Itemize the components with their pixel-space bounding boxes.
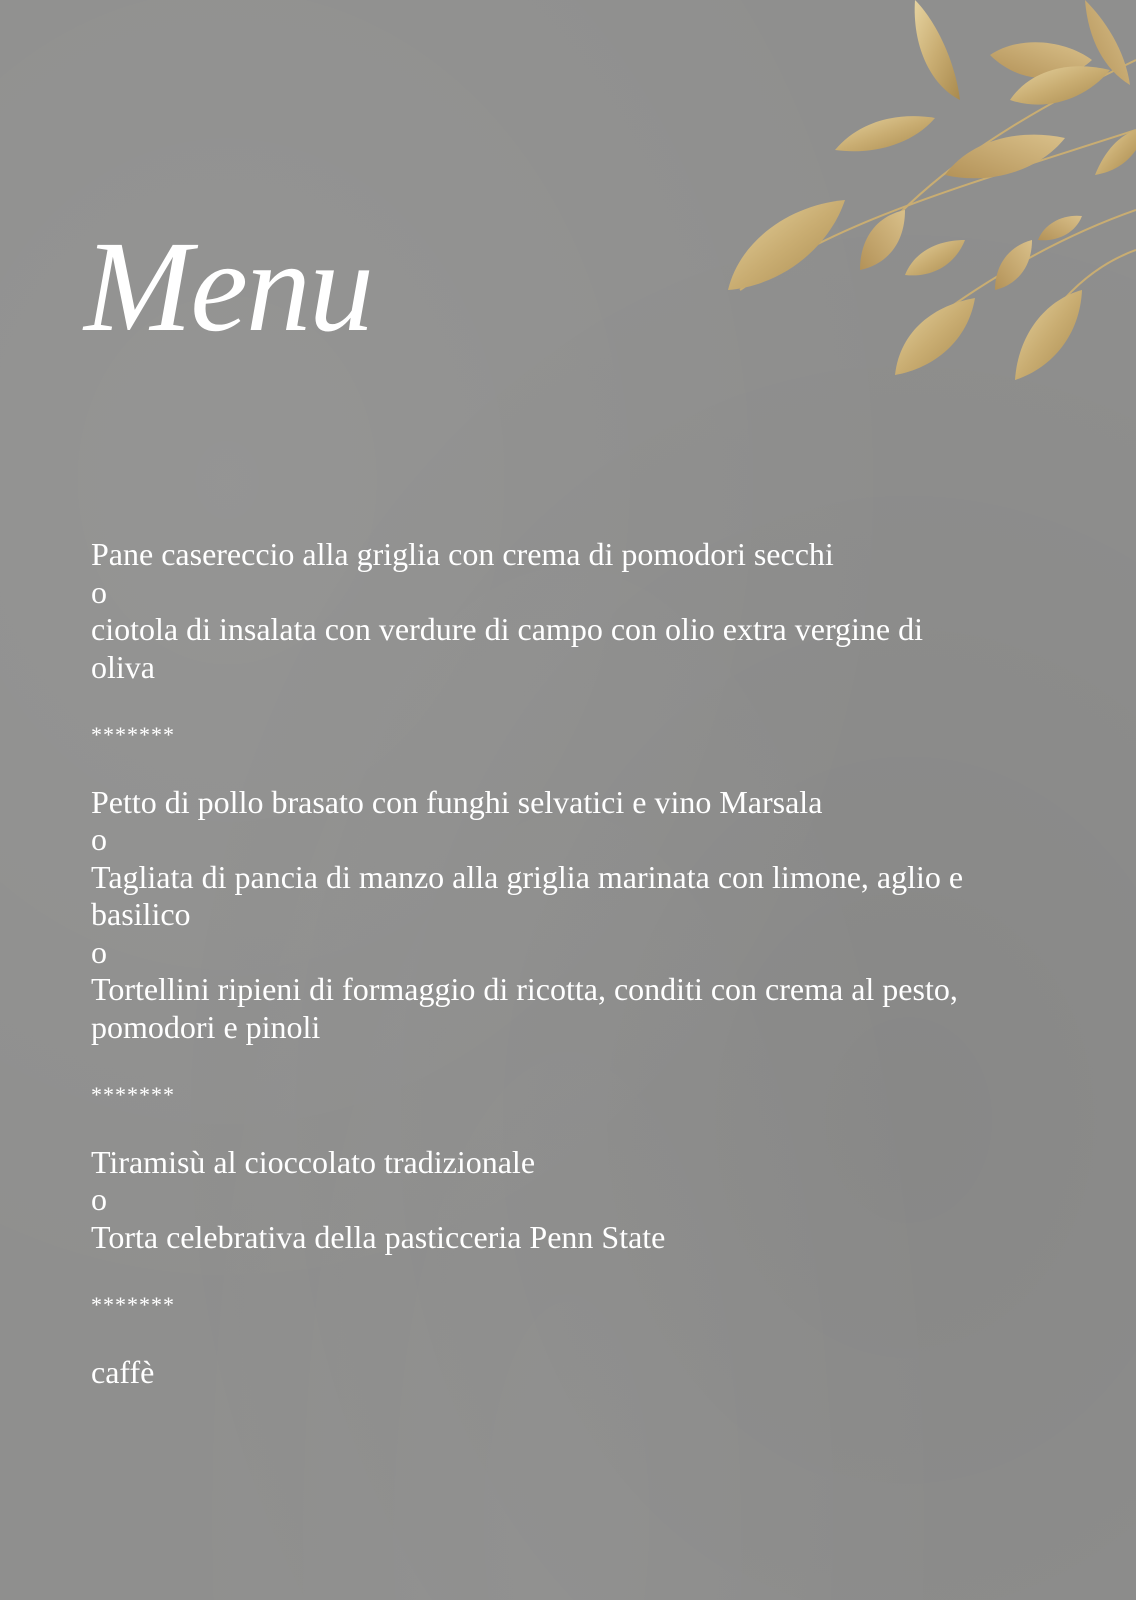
menu-item-continued: oliva (91, 648, 155, 685)
menu-item: Tortellini ripieni di formaggio di ricotta, conditi con crema al pesto, (91, 971, 958, 1007)
menu-or: o (91, 573, 107, 610)
menu-item: Tiramisù al cioccolato tradizionale (91, 1143, 536, 1180)
menu-item: caffè (91, 1353, 155, 1390)
menu-section-mains (91, 784, 1091, 1047)
menu-title: Menu (84, 215, 372, 359)
menu-separator: ******* (91, 1082, 175, 1107)
menu-or: o (91, 933, 107, 970)
menu-item-continued: basilico (91, 896, 191, 932)
menu-section-coffee (91, 1354, 1091, 1392)
menu-item: Petto di pollo brasato con funghi selvatici e vino Marsala (91, 783, 823, 820)
menu-item: Tagliata di pancia di manzo alla griglia marinata con limone, aglio e (91, 858, 964, 895)
menu-or: o (91, 821, 107, 857)
menu-item: Torta celebrativa della pasticceria Penn State (91, 1218, 666, 1255)
menu-section-starters (91, 536, 1091, 686)
menu-separator: ******* (91, 722, 175, 747)
menu-separator: ******* (91, 1292, 175, 1317)
menu-item: Pane casereccio alla griglia con crema di pomodori secchi (91, 536, 834, 572)
menu-or: o (91, 1181, 107, 1217)
menu-list (91, 536, 1091, 1391)
gold-leaf-branch-icon (720, 0, 1136, 390)
menu-item-continued: pomodori e pinoli (91, 1008, 321, 1045)
menu-item: ciotola di insalata con verdure di campo con olio extra vergine di (91, 611, 924, 647)
menu-section-desserts (91, 1144, 1091, 1257)
